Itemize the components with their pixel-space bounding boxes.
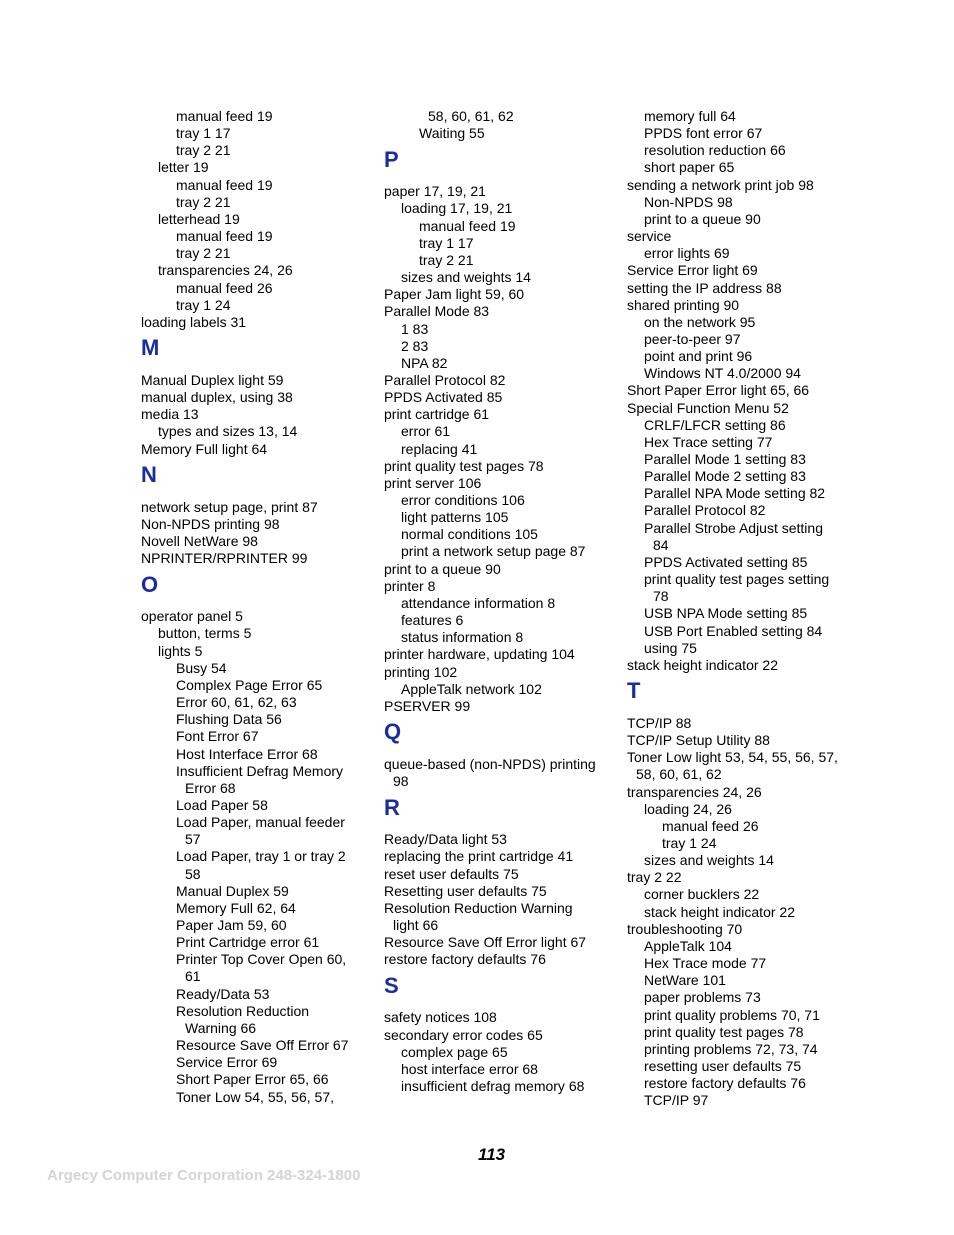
index-entry: transparencies 24, 26 — [158, 262, 293, 279]
index-entry: Parallel Mode 1 setting 83 — [644, 451, 806, 467]
index-entry: Error 60, 61, 62, 63 — [176, 694, 297, 711]
index-entry: insufficient defrag memory 68 — [401, 1078, 585, 1095]
index-entry: Parallel Protocol 82 — [644, 502, 766, 519]
index-entry: 58, 60, 61, 62 — [636, 766, 722, 783]
index-entry: loading 17, 19, 21 — [401, 200, 513, 217]
index-entry: sending a network print job 98 — [627, 176, 814, 193]
index-entry: Short Paper Error light 65, 66 — [627, 382, 810, 399]
index-entry: light 66 — [393, 917, 439, 933]
index-entry: Manual Duplex light 59 — [141, 371, 284, 388]
index-entry: 58, 60, 61, 62 — [428, 108, 514, 124]
index-entry: AppleTalk 104 — [644, 937, 732, 954]
index-entry: Hex Trace setting 77 — [644, 433, 773, 450]
index-entry: Non-NPDS printing 98 — [141, 515, 280, 532]
index-entry: memory full 64 — [644, 108, 736, 124]
index-entry: print quality test pages 78 — [644, 1023, 804, 1040]
index-entry: TCP/IP 97 — [644, 1092, 709, 1109]
index-entry: print to a queue 90 — [384, 560, 501, 577]
index-entry: 2 83 — [401, 337, 429, 354]
index-entry: manual feed 26 — [176, 279, 273, 296]
index-entry: Load Paper 58 — [176, 796, 268, 813]
index-entry: letter 19 — [158, 159, 209, 176]
index-entry: error lights 69 — [644, 245, 730, 262]
index-entry: printer 8 — [384, 577, 436, 594]
page-number: 113 — [478, 1145, 506, 1164]
index-entry: printer hardware, updating 104 — [384, 646, 575, 663]
index-entry: Warning 66 — [185, 1019, 257, 1036]
index-entry: PPDS font error 67 — [644, 125, 763, 142]
index-entry: setting the IP address 88 — [627, 279, 782, 296]
index-entry: Non-NPDS 98 — [644, 193, 733, 210]
index-entry: resolution reduction 66 — [644, 142, 786, 159]
index-entry: normal conditions 105 — [401, 526, 538, 543]
index-entry: AppleTalk network 102 — [401, 680, 542, 697]
index-entry: Toner Low light 53, 54, 55, 56, 57, — [627, 749, 838, 766]
index-entry: reset user defaults 75 — [384, 865, 519, 882]
index-entry: service — [627, 228, 672, 245]
index-entry: Print Cartridge error 61 — [176, 934, 320, 951]
index-entry: 58 — [185, 865, 201, 882]
index-entry: safety notices 108 — [384, 1009, 497, 1026]
index-entry: stack height indicator 22 — [627, 656, 778, 673]
index-entry: paper problems 73 — [644, 989, 761, 1006]
index-entry: Memory Full light 64 — [141, 440, 268, 457]
index-entry: Host Interface Error 68 — [176, 745, 318, 762]
index-entry: Flushing Data 56 — [176, 711, 282, 728]
index-entry: peer-to-peer 97 — [644, 330, 741, 347]
index-letter-heading: M — [141, 335, 160, 361]
index-entry: tray 2 21 — [176, 142, 231, 159]
index-entry: Load Paper, manual feeder — [176, 814, 345, 831]
index-entry: Load Paper, tray 1 or tray 2 — [176, 848, 346, 865]
index-entry: Manual Duplex 59 — [176, 882, 289, 899]
index-entry: replacing the print cartridge 41 — [384, 848, 574, 865]
index-entry: Memory Full 62, 64 — [176, 899, 296, 916]
index-entry: Waiting 55 — [419, 125, 485, 142]
index-entry: Hex Trace mode 77 — [644, 955, 767, 972]
index-entry: printing problems 72, 73, 74 — [644, 1040, 818, 1057]
index-entry: light patterns 105 — [401, 509, 509, 526]
index-entry: 78 — [653, 588, 669, 605]
index-entry: Ready/Data light 53 — [384, 831, 507, 848]
footer-watermark: Argecy Computer Corporation 248-324-1800 — [47, 1167, 361, 1184]
index-entry: status information 8 — [401, 629, 524, 646]
index-entry: loading 24, 26 — [644, 800, 732, 817]
index-letter-heading: Q — [384, 719, 402, 745]
index-entry: point and print 96 — [644, 348, 753, 365]
index-entry: tray 2 21 — [419, 251, 474, 268]
index-entry: paper 17, 19, 21 — [384, 183, 486, 200]
index-entry: print a network setup page 87 — [401, 543, 586, 560]
index-entry: corner bucklers 22 — [644, 886, 760, 903]
index-entry: manual feed 19 — [419, 217, 516, 234]
index-entry: manual feed 19 — [176, 176, 273, 193]
index-entry: tray 1 17 — [176, 125, 231, 142]
index-entry: 61 — [185, 968, 201, 985]
index-entry: manual feed 26 — [662, 817, 759, 834]
index-entry: Error 68 — [185, 779, 236, 796]
index-entry: NetWare 101 — [644, 972, 726, 989]
index-entry: print server 106 — [384, 474, 482, 491]
index-entry: Paper Jam light 59, 60 — [384, 286, 525, 303]
index-entry: Service Error 69 — [176, 1054, 278, 1071]
index-entry: on the network 95 — [644, 313, 756, 330]
index-entry: restore factory defaults 76 — [384, 951, 546, 968]
index-entry: tray 2 22 — [627, 869, 682, 886]
index-entry: tray 1 24 — [662, 835, 717, 851]
index-entry: types and sizes 13, 14 — [158, 423, 298, 440]
index-entry: manual feed 19 — [176, 108, 273, 124]
index-entry: queue-based (non-NPDS) printing — [384, 755, 596, 772]
index-entry: 84 — [653, 536, 669, 553]
index-entry: Special Function Menu 52 — [627, 399, 789, 416]
index-entry: print to a queue 90 — [644, 210, 761, 227]
index-entry: printing 102 — [384, 663, 458, 680]
index-entry: PPDS Activated setting 85 — [644, 553, 808, 570]
index-entry: complex page 65 — [401, 1043, 508, 1060]
index-entry: Resource Save Off Error light 67 — [384, 934, 587, 951]
index-entry: TCP/IP 88 — [627, 714, 692, 731]
index-entry: error conditions 106 — [401, 492, 525, 508]
index-letter-heading: N — [141, 462, 157, 488]
index-entry: manual duplex, using 38 — [141, 389, 293, 406]
index-entry: Parallel Strobe Adjust setting — [644, 519, 823, 536]
index-entry: Busy 54 — [176, 659, 227, 676]
index-letter-heading: O — [141, 571, 159, 597]
index-entry: print quality problems 70, 71 — [644, 1006, 820, 1023]
index-entry: troubleshooting 70 — [627, 920, 743, 937]
index-entry: attendance information 8 — [401, 594, 556, 611]
index-entry: features 6 — [401, 612, 464, 629]
index-entry: transparencies 24, 26 — [627, 783, 762, 800]
index-entry: PSERVER 99 — [384, 697, 471, 714]
index-entry: resetting user defaults 75 — [644, 1057, 802, 1074]
index-entry: Paper Jam 59, 60 — [176, 917, 287, 933]
index-entry: Toner Low 54, 55, 56, 57, — [176, 1088, 334, 1105]
index-entry: NPA 82 — [401, 354, 448, 371]
index-entry: 1 83 — [401, 320, 429, 337]
index-entry: Parallel Mode 2 setting 83 — [644, 468, 806, 485]
index-entry: sizes and weights 14 — [644, 852, 774, 869]
index-entry: host interface error 68 — [401, 1060, 538, 1077]
index-entry: Parallel Mode 83 — [384, 303, 490, 320]
index-entry: restore factory defaults 76 — [644, 1075, 806, 1092]
index-entry: Novell NetWare 98 — [141, 533, 258, 549]
index-entry: Ready/Data 53 — [176, 985, 270, 1002]
index-entry: using 75 — [644, 639, 697, 656]
index-entry: sizes and weights 14 — [401, 269, 531, 286]
index-entry: Parallel Protocol 82 — [384, 371, 506, 388]
index-entry: Parallel NPA Mode setting 82 — [644, 485, 826, 502]
index-entry: print quality test pages setting — [644, 571, 830, 588]
index-entry: Resolution Reduction Warning — [384, 899, 573, 916]
index-entry: tray 1 17 — [419, 234, 474, 251]
index-entry: tray 2 21 — [176, 193, 231, 210]
index-entry: USB NPA Mode setting 85 — [644, 605, 808, 622]
index-entry: error 61 — [401, 423, 451, 440]
index-entry: Windows NT 4.0/2000 94 — [644, 365, 801, 382]
index-entry: Complex Page Error 65 — [176, 676, 323, 693]
index-entry: letterhead 19 — [158, 210, 240, 227]
index-entry: print quality test pages 78 — [384, 457, 544, 474]
index-entry: stack height indicator 22 — [644, 903, 795, 920]
index-entry: Short Paper Error 65, 66 — [176, 1071, 329, 1088]
index-entry: 57 — [185, 831, 201, 848]
index-entry: Insufficient Defrag Memory — [176, 762, 344, 779]
index-entry: replacing 41 — [401, 440, 478, 457]
index-entry: Resolution Reduction — [176, 1002, 310, 1019]
index-entry: CRLF/LFCR setting 86 — [644, 416, 786, 433]
index-entry: tray 2 21 — [176, 245, 231, 262]
index-letter-heading: R — [384, 794, 400, 820]
index-entry: print cartridge 61 — [384, 406, 490, 423]
index-entry: loading labels 31 — [141, 313, 247, 330]
index-entry: Printer Top Cover Open 60, — [176, 951, 347, 968]
index-entry: secondary error codes 65 — [384, 1026, 543, 1043]
index-entry: Font Error 67 — [176, 728, 259, 745]
index-entry: Service Error light 69 — [627, 262, 758, 279]
index-letter-heading: P — [384, 146, 399, 172]
index-entry: shared printing 90 — [627, 296, 740, 313]
index-entry: 98 — [393, 773, 409, 790]
index-letter-heading: S — [384, 972, 399, 998]
index-entry: PPDS Activated 85 — [384, 389, 503, 406]
index-entry: tray 1 24 — [176, 296, 231, 313]
index-entry: NPRINTER/RPRINTER 99 — [141, 550, 308, 567]
index-entry: lights 5 — [158, 642, 203, 659]
index-entry: Resetting user defaults 75 — [384, 882, 547, 899]
index-entry: TCP/IP Setup Utility 88 — [627, 732, 770, 749]
index-entry: button, terms 5 — [158, 625, 252, 642]
index-entry: Resource Save Off Error 67 — [176, 1037, 349, 1054]
index-entry: USB Port Enabled setting 84 — [644, 622, 823, 639]
index-letter-heading: T — [627, 678, 641, 704]
index-entry: network setup page, print 87 — [141, 498, 318, 515]
index-entry: manual feed 19 — [176, 228, 273, 245]
index-entry: media 13 — [141, 406, 199, 423]
index-entry: short paper 65 — [644, 159, 735, 176]
index-entry: operator panel 5 — [141, 608, 243, 625]
